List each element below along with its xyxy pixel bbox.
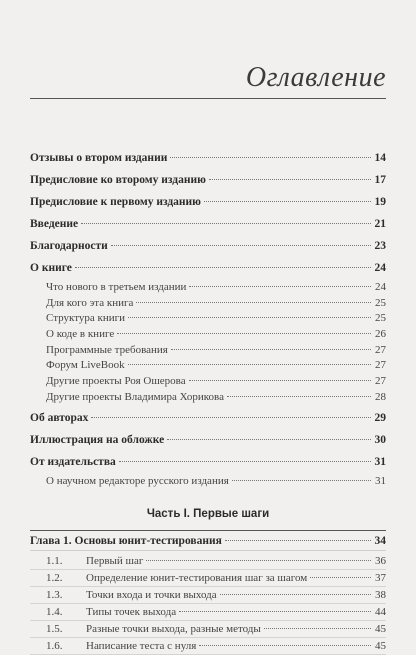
toc-entry-label: Предисловие к первому изданию (30, 196, 201, 208)
part-heading: Часть I. Первые шаги (146, 508, 270, 521)
section-number: 1.4. (46, 606, 63, 619)
toc-entry-page: 45 (375, 640, 386, 653)
leader-dots (111, 245, 371, 246)
toc-numbered-entry[interactable] (30, 638, 386, 655)
toc-entry-page: 38 (375, 589, 386, 602)
leader-dots (146, 560, 371, 561)
toc-entry-page: 29 (374, 411, 386, 424)
leader-dots (179, 611, 371, 612)
leader-dots (199, 645, 371, 646)
toc-subentry[interactable] (30, 342, 386, 358)
toc-entry-label: Другие проекты Владимира Хорикова (46, 390, 224, 403)
toc-subentry[interactable] (30, 295, 386, 311)
toc-entry-page: 27 (375, 375, 386, 388)
toc-entry-page: 23 (374, 240, 386, 252)
leader-dots (189, 380, 371, 381)
toc-entry-acknowledgements[interactable] (30, 238, 386, 254)
toc-entry-authors[interactable] (30, 410, 386, 426)
toc-subentry[interactable] (30, 389, 386, 405)
toc-entry-label: Структура книги (46, 312, 125, 325)
toc-numbered-entry[interactable] (30, 621, 386, 638)
leader-dots (310, 577, 371, 578)
page-title: Оглавление (245, 62, 386, 93)
toc-entry-page: 24 (374, 262, 386, 274)
title-rule (30, 98, 386, 99)
leader-dots (171, 349, 371, 350)
leader-dots (91, 417, 371, 418)
toc-entry-label: Благодарности (30, 240, 108, 252)
leader-dots (189, 286, 371, 287)
toc-subentry[interactable] (30, 279, 386, 295)
toc-numbered-entry[interactable] (30, 604, 386, 621)
leader-dots (225, 540, 371, 541)
chapter-rule (30, 530, 386, 531)
toc-entry-page: 26 (375, 328, 386, 341)
toc-entry-label: Об авторах (30, 411, 89, 424)
leader-dots (75, 267, 371, 268)
leader-dots (81, 223, 371, 224)
toc-entry-label: Разные точки выхода, разные методы (86, 623, 261, 636)
toc-entry-preface-second[interactable] (30, 172, 386, 188)
toc-entry-page: 19 (374, 196, 386, 208)
toc-subentry[interactable] (30, 473, 386, 489)
toc-entry-label: Предисловие ко второму изданию (30, 174, 206, 186)
toc-entry-page: 31 (374, 455, 386, 468)
toc-subentry[interactable] (30, 373, 386, 389)
toc-entry-label: О коде в книге (46, 328, 115, 341)
leader-dots (227, 396, 371, 397)
toc-numbered-entry[interactable] (30, 553, 386, 570)
section-number: 1.3. (46, 589, 63, 602)
leader-dots (119, 461, 371, 462)
toc-entry-cover-illustration[interactable] (30, 432, 386, 448)
toc-entry-label: Иллюстрация на обложке (30, 433, 165, 446)
toc-entry-label: Введение (30, 218, 79, 230)
toc-entry-page: 34 (374, 535, 386, 548)
toc-entry-label: Другие проекты Роя Ошерова (46, 375, 186, 388)
toc-entry-publisher[interactable] (30, 454, 386, 470)
toc-entry-label: От издательства (30, 455, 116, 468)
toc-entry-page: 25 (375, 312, 386, 325)
leader-dots (128, 317, 371, 318)
toc-entry-label: О научном редакторе русского издания (46, 474, 229, 487)
toc-entry-page: 17 (374, 174, 386, 186)
section-number: 1.1. (46, 555, 63, 568)
toc-entry-page: 21 (374, 218, 386, 230)
toc-subentry[interactable] (30, 357, 386, 373)
leader-dots (128, 364, 371, 365)
leader-dots (220, 594, 371, 595)
toc-entry-label: Форум LiveBook (46, 359, 125, 372)
toc-entry-page: 24 (375, 281, 386, 293)
toc-entry-page: 25 (375, 296, 386, 309)
toc-entry-page: 30 (374, 433, 386, 446)
toc-entry-page: 27 (375, 359, 386, 372)
toc-entry-introduction[interactable] (30, 216, 386, 232)
toc-entry-label: Глава 1. Основы юнит-тестирования (30, 535, 222, 548)
toc-entry-page: 28 (375, 390, 386, 403)
toc-numbered-entry[interactable] (30, 570, 386, 587)
toc-entry-page: 36 (375, 555, 386, 568)
toc-entry-label: Написание теста с нуля (86, 640, 197, 653)
toc-entry-label: Для кого эта книга (46, 296, 134, 309)
toc-subentry[interactable] (30, 310, 386, 326)
toc-entry-label: Точки входа и точки выхода (86, 589, 217, 602)
leader-dots (170, 157, 371, 158)
toc-entry-preface-first[interactable] (30, 194, 386, 210)
toc-entry-page: 27 (375, 343, 386, 356)
toc-entry-label: О книге (30, 262, 72, 274)
leader-dots (136, 302, 371, 303)
table-of-contents (30, 150, 386, 655)
leader-dots (117, 333, 371, 334)
leader-dots (264, 628, 371, 629)
toc-entry-reviews[interactable] (30, 150, 386, 166)
section-number: 1.2. (46, 572, 63, 585)
toc-entry-label: Отзывы о втором издании (30, 152, 168, 164)
toc-entry-page: 37 (375, 572, 386, 585)
leader-dots (232, 480, 371, 481)
toc-entry-page: 44 (375, 606, 386, 619)
toc-chapter-1[interactable] (30, 533, 386, 551)
toc-entry-page: 31 (375, 474, 386, 487)
toc-entry-about-book[interactable] (30, 260, 386, 276)
toc-entry-label: Что нового в третьем издании (46, 281, 187, 293)
toc-entry-page: 14 (374, 152, 386, 164)
leader-dots (204, 201, 371, 202)
leader-dots (209, 179, 371, 180)
toc-entry-label: Определение юнит-тестирования шаг за шагом (86, 572, 308, 585)
toc-entry-page: 45 (375, 623, 386, 636)
toc-numbered-entry[interactable] (30, 587, 386, 604)
toc-entry-label: Типы точек выхода (86, 606, 177, 619)
leader-dots (167, 439, 371, 440)
section-number: 1.6. (46, 640, 63, 653)
section-number: 1.5. (46, 623, 63, 636)
toc-subentry[interactable] (30, 326, 386, 342)
toc-entry-label: Первый шаг (86, 555, 144, 568)
toc-entry-label: Программные требования (46, 343, 168, 356)
